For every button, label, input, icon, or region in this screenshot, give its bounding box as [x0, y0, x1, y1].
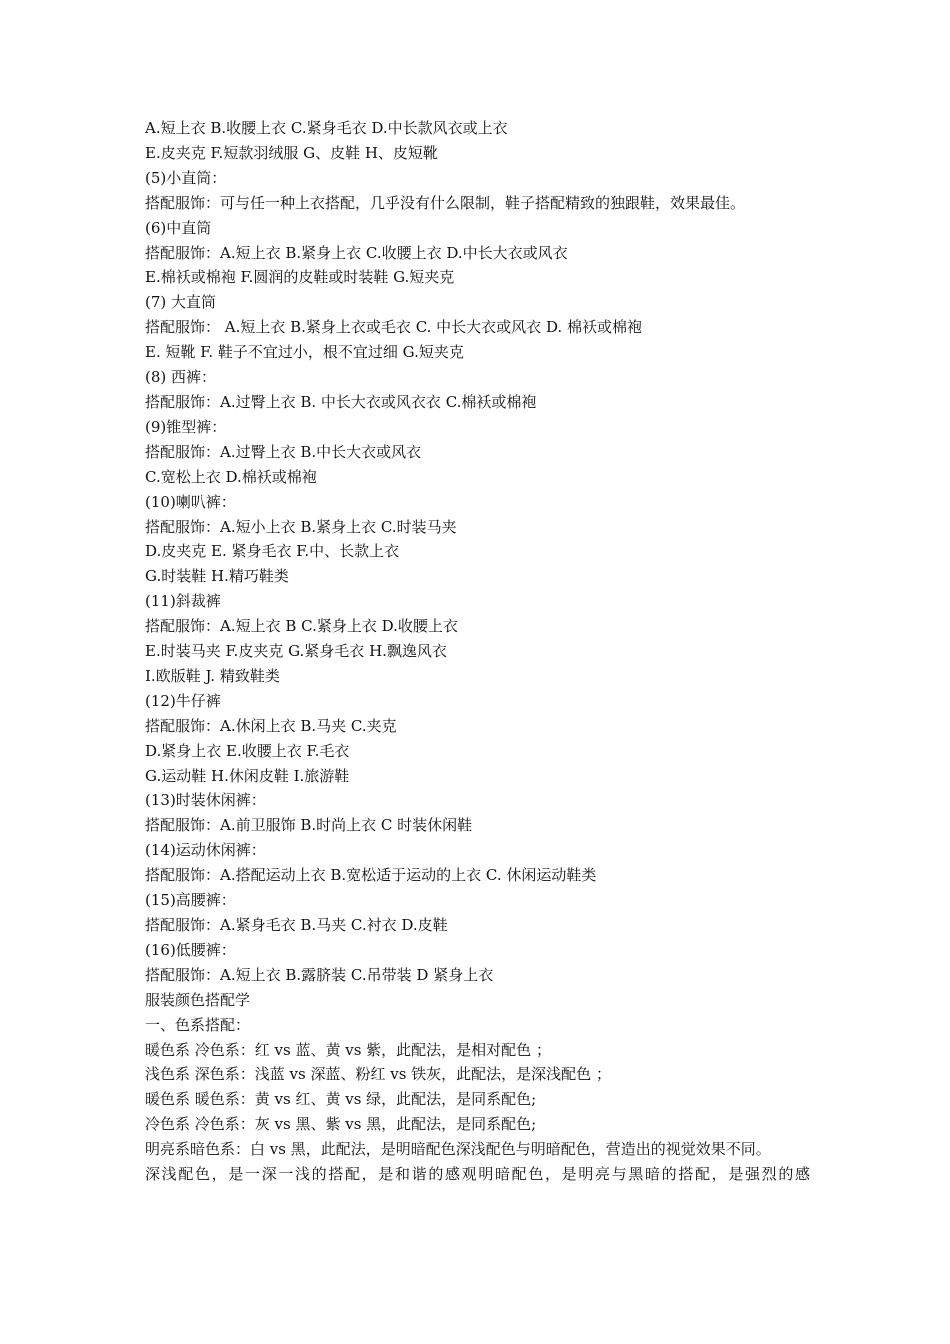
text-line: 搭配服饰：A.短上衣 B.露脐装 C.吊带装 D 紧身上衣	[145, 965, 494, 984]
text-line: D.皮夹克 E. 紧身毛衣 F.中、长款上衣	[145, 542, 400, 561]
section-heading: (9)锥型裤：	[145, 417, 227, 436]
text-line: 暖色系 冷色系：红 vs 蓝、黄 vs 紫，此配法，是相对配色 ；	[145, 1040, 551, 1059]
text-line: E.皮夹克 F.短款羽绒服 G、皮鞋 H、皮短靴	[145, 143, 438, 162]
text-line: 搭配服饰：A.短上衣 B.紧身上衣 C.收腰上衣 D.中长大衣或风衣	[145, 243, 568, 262]
text-line: 搭配服饰：A.休闲上衣 B.马夹 C.夹克	[145, 716, 397, 735]
text-line: 搭配服饰：A.过臀上衣 B. 中长大衣或风衣衣 C.棉袄或棉袍	[145, 392, 537, 411]
paragraph-contrast: 深浅配色，是一深一浅的搭配，是和谐的感观明暗配色，是明亮与黑暗的搭配，是强烈的感	[145, 1165, 810, 1184]
text-line: G.时装鞋 H.精巧鞋类	[145, 567, 289, 586]
text-line: 搭配服饰：A.短上衣 B C.紧身上衣 D.收腰上衣	[145, 617, 458, 636]
text-line: A.短上衣 B.收腰上衣 C.紧身毛衣 D.中长款风衣或上衣	[145, 119, 508, 137]
section-heading: (14)运动休闲裤：	[145, 841, 266, 860]
text-line: 浅色系 深色系：浅蓝 vs 深蓝、粉红 vs 铁灰，此配法，是深浅配色 ；	[145, 1065, 611, 1084]
text-line: C.宽松上衣 D.棉袄或棉袍	[145, 467, 317, 486]
section-heading: (5)小直筒：	[145, 168, 227, 187]
text-line: 搭配服饰：A.前卫服饰 B.时尚上衣 C 时装休闲鞋	[145, 816, 473, 835]
section-heading: (11)斜裁裤	[145, 592, 221, 611]
document-heading: 服装颜色搭配学	[145, 990, 251, 1009]
section-heading: (7) 大直筒	[145, 293, 217, 312]
text-line: 搭配服饰：A.紧身毛衣 B.马夹 C.衬衣 D.皮鞋	[145, 916, 448, 934]
section-heading: (12)牛仔裤	[145, 691, 221, 710]
section-heading: (13)时装休闲裤：	[145, 791, 266, 810]
section-heading: 一、色系搭配：	[145, 1015, 251, 1034]
text-line: E.棉袄或棉袍 F.圆润的皮鞋或时装鞋 G.短夹克	[145, 268, 455, 287]
section-heading: (8) 西裤：	[145, 368, 217, 387]
text-line: G.运动鞋 H.休闲皮鞋 I.旅游鞋	[145, 766, 350, 785]
text-line: D.紧身上衣 E.收腰上衣 F.毛衣	[145, 741, 350, 760]
section-heading: (6)中直筒	[145, 218, 212, 237]
text-line: 搭配服饰：可与任一种上衣搭配，几乎没有什么限制，鞋子搭配精致的独跟鞋，效果最佳。	[145, 193, 746, 212]
paragraph-bright-dark: 明亮系暗色系：白 vs 黑，此配法，是明暗配色深浅配色与明暗配色，营造出的视觉效果不同。	[145, 1140, 771, 1159]
text-line: 搭配服饰：A.短小上衣 B.紧身上衣 C.时装马夹	[145, 517, 457, 536]
text-line: 暖色系 暖色系：黄 vs 红、黄 vs 绿，此配法，是同系配色;	[145, 1090, 537, 1109]
text-line: E.时装马夹 F.皮夹克 G.紧身毛衣 H.飘逸风衣	[145, 642, 447, 661]
section-heading: (16)低腰裤：	[145, 940, 236, 959]
text-line: 冷色系 冷色系：灰 vs 黑、紫 vs 黑，此配法，是同系配色;	[145, 1115, 537, 1134]
section-heading: (10)喇叭裤：	[145, 492, 236, 511]
document-page	[145, 116, 810, 1187]
text-line: 搭配服饰：A.过臀上衣 B.中长大衣或风衣	[145, 442, 422, 461]
section-heading: (15)高腰裤：	[145, 891, 236, 910]
text-line: E. 短靴 F. 鞋子不宜过小，根不宜过细 G.短夹克	[145, 343, 464, 362]
text-line: 搭配服饰：A.搭配运动上衣 B.宽松适于运动的上衣 C. 休闲运动鞋类	[145, 866, 597, 885]
text-line: 搭配服饰： A.短上衣 B.紧身上衣或毛衣 C. 中长大衣或风衣 D. 棉袄或棉袍	[145, 318, 642, 337]
text-line: I.欧版鞋 J. 精致鞋类	[145, 666, 280, 685]
